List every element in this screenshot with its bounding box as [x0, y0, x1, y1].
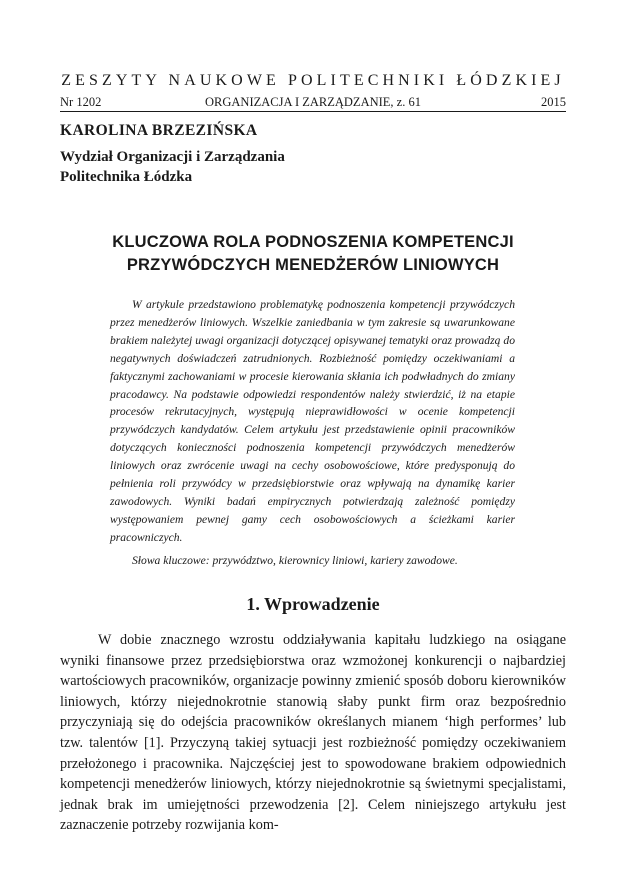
keywords: Słowa kluczowe: przywództwo, kierownicy liniowi, kariery zawodowe.: [132, 554, 458, 567]
author-affiliation-faculty: Wydział Organizacji i Zarządzania: [60, 149, 285, 165]
author-name: KAROLINA BRZEZIŃSKA: [60, 122, 258, 139]
body-paragraph: W dobie znacznego wzrostu oddziaływania kapitału ludzkiego na osiągane wyniki finansowe przez przedsiębiorstwa oraz wzmożonej konkurencji o najbardziej wartościowych pracowników, organizacje powinny zmienić sposób doboru kierowników liniowych, którzy niejednokrotnie stanowią słaby punkt firm oraz bezpośrednio przyczyniają się do odejścia pracowników określanych mianem ‘high performes’ lub tzw. talentów [1]. Przyczyną takiej sytuacji jest rozbieżność pomiędzy oczekiwaniem przełożonego i pracownika. Najczęściej jest to spowodowane brakiem odpowiednich kompetencji menedżerów liniowych, którzy niejednokrotnie są świetnymi specjalistami, jednak brak im umiejętności przewodzenia [2]. Celem niniejszego artykułu jest zaznaczenie potrzeby rozwijania kom-: [60, 632, 566, 834]
issue-number: Nr 1202: [60, 95, 102, 109]
author-affiliation-university: Politechnika Łódzka: [60, 169, 193, 185]
paper-title-line-1: KLUCZOWA ROLA PODNOSZENIA KOMPETENCJI: [112, 233, 514, 251]
issue-year: 2015: [541, 95, 566, 109]
journal-title: ZESZYTY NAUKOWE POLITECHNIKI ŁÓDZKIEJ: [61, 72, 565, 89]
series-name: ORGANIZACJA I ZARZĄDZANIE, z. 61: [205, 95, 421, 109]
paper-title-line-2: PRZYWÓDCZYCH MENEDŻERÓW LINIOWYCH: [126, 256, 500, 274]
issue-metadata-line: [60, 95, 566, 112]
section-heading: 1. Wprowadzenie: [246, 594, 380, 614]
abstract: W artykule przedstawiono problematykę podnoszenia kompetencji przywódczych przez menedżerów liniowych. Wszelkie zaniedbania w tym zakresie są uwarunkowane brakiem należytej uwagi organizacji dotyczącej opisywanej tematyki oraz prowadzą do negatywnych doświadczeń zatrudnionych. Rozbieżność pomiędzy oczekiwaniami a faktycznymi zachowaniami w procesie kierowania skłania ich podwładnych do zmiany pracodawcy. Na podstawie odpowiedzi respondentów należy stwierdzić, iż na etapie procesów rekrutacyjnych, występują nieprawidłowości w ocenie kompetencji przywódczych kandydatów. Celem artykułu jest przedstawienie opinii pracowników dotyczących konieczności podnoszenia kompetencji przywódczych menedżerów liniowych oraz zwrócenie uwagi na cechy osobowościowe, które predysponują do pełnienia roli przywódcy w przedsiębiorstwie oraz wpływają na dynamikę karier zawodowych. Wyniki badań empirycznych potwierdzają zależność pomiędzy występowaniem pewnej gamy cech osobowościowych a ścieżkami karier pracowniczych.: [110, 298, 515, 544]
